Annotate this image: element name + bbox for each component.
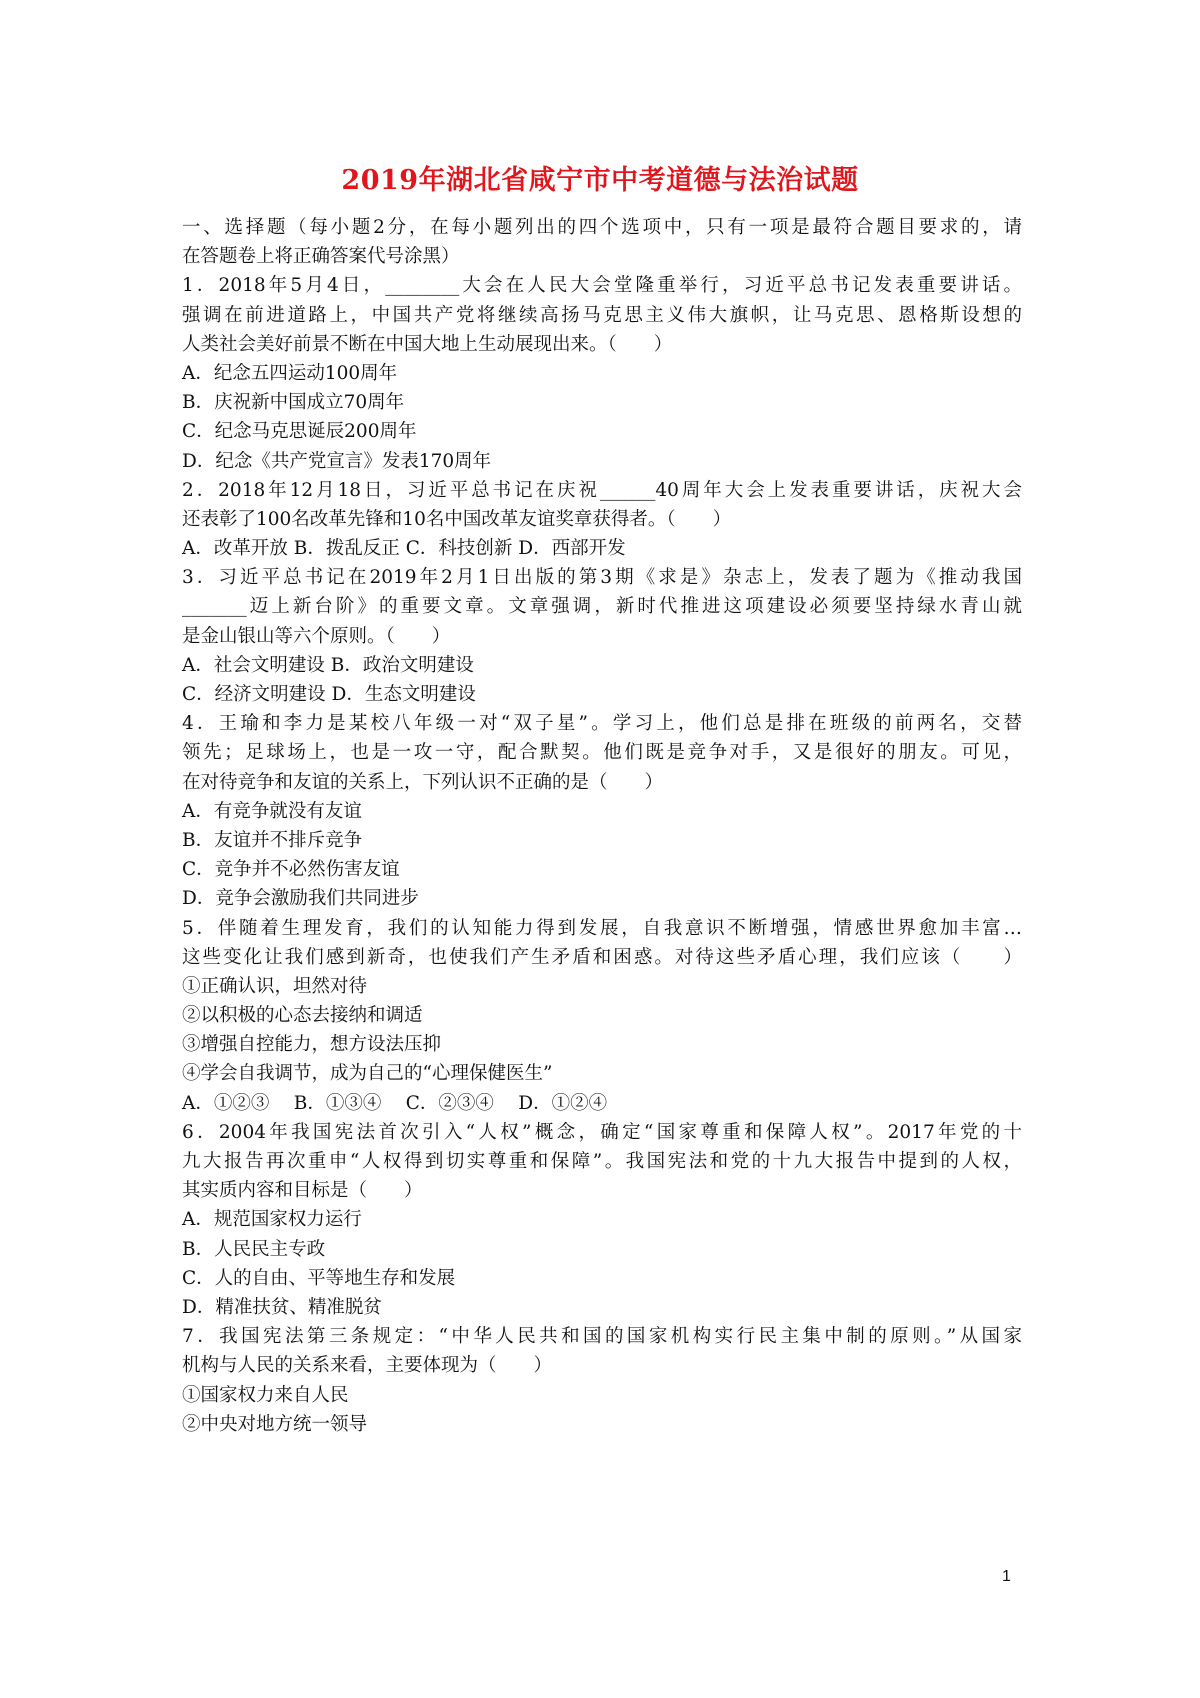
text-line: 机构与人民的关系来看，主要体现为（ ） [182, 1355, 553, 1377]
text-line: D．纪念《共产党宣言》发表170周年 [182, 450, 492, 472]
text-line: ③增强自控能力，想方设法压抑 [182, 1034, 442, 1056]
text-line: 领先；足球场上，也是一攻一守，配合默契。他们既是竞争对手，又是很好的朋友。可见， [182, 742, 1022, 764]
text-line: A．纪念五四运动100周年 [182, 362, 398, 384]
text-line: 这些变化让我们感到新奇，也使我们产生矛盾和困惑。对待这些矛盾心理，我们应该（ ） [182, 946, 1022, 968]
text-line: ②以积极的心态去接纳和调适 [182, 1005, 423, 1027]
exam-body [182, 213, 1022, 1439]
text-line: B．人民民主专政 [182, 1238, 326, 1260]
text-line: 九大报告再次重申“人权得到切实尊重和保障”。我国宪法和党的十九大报告中提到的人权， [182, 1151, 1022, 1172]
text-line: A．有竞争就没有友谊 [182, 800, 362, 822]
text-line: 7．我国宪法第三条规定：“中华人民共和国的国家机构实行民主集中制的原则。”从国家 [182, 1326, 1022, 1348]
text-line: 在答题卷上将正确答案代号涂黑） [182, 246, 460, 268]
text-line: D．竞争会激励我们共同进步 [182, 888, 419, 910]
text-line: C．人的自由、平等地生存和发展 [182, 1267, 456, 1289]
text-line: 5．伴随着生理发育，我们的认知能力得到发展，自我意识不断增强，情感世界愈加丰富… [182, 917, 1022, 939]
text-line: 在对待竞争和友谊的关系上，下列认识不正确的是（ ） [182, 771, 664, 793]
text-line: D．精准扶贫、精准脱贫 [182, 1296, 382, 1318]
text-line: ①国家权力来自人民 [182, 1384, 349, 1406]
text-line: C．纪念马克思诞辰200周年 [182, 421, 417, 443]
text-line: B．庆祝新中国成立70周年 [182, 392, 405, 414]
page-title: 2019年湖北省咸宁市中考道德与法治试题 [341, 165, 859, 196]
text-line: 4．王瑜和李力是某校八年级一对“双子星”。学习上，他们总是排在班级的前两名，交替 [182, 713, 1022, 735]
text-line: C．经济文明建设 D．生态文明建设 [182, 684, 476, 705]
text-line: 3．习近平总书记在2019年2月1日出版的第3期《求是》杂志上，发表了题为《推动我国 [182, 567, 1022, 589]
text-line: ②中央对地方统一领导 [182, 1413, 368, 1435]
text-line: 其实质内容和目标是（ ） [182, 1180, 423, 1202]
text-line: 强调在前进道路上，中国共产党将继续高扬马克思主义伟大旗帜，让马克思、恩格斯设想的 [182, 304, 1022, 326]
text-line: 1．2018年5月4日，________大会在人民大会堂隆重举行，习近平总书记发表重要讲话。 [182, 275, 1022, 297]
page-number: 1 [1002, 1568, 1011, 1585]
text-line: 一、选择题（每小题2分，在每小题列出的四个选项中，只有一项是最符合题目要求的，请 [182, 217, 1022, 238]
text-line: 还表彰了100名改革先锋和10名中国改革友谊奖章获得者。（ ） [182, 508, 732, 530]
text-line: B．友谊并不排斥竞争 [182, 829, 363, 851]
text-line: 2．2018年12月18日，习近平总书记在庆祝______40周年大会上发表重要讲话，庆祝大会 [182, 479, 1022, 501]
text-line: 人类社会美好前景不断在中国大地上生动展现出来。（ ） [182, 333, 673, 355]
text-line: _______迈上新台阶》的重要文章。文章强调，新时代推进这项建设必须要坚持绿水青山就 [182, 596, 1022, 618]
text-line: ④学会自我调节，成为自己的“心理保健医生” [182, 1063, 553, 1085]
text-line: 是金山银山等六个原则。（ ） [182, 625, 451, 647]
text-line: C．竞争并不必然伤害友谊 [182, 859, 400, 881]
text-line: A．①②③ B．①③④ C．②③④ D．①②④ [182, 1092, 608, 1114]
text-line: 6．2004年我国宪法首次引入“人权”概念，确定“国家尊重和保障人权”。2017年党的十 [182, 1121, 1022, 1143]
text-line: A．改革开放 B．拨乱反正 C．科技创新 D．西部开发 [182, 538, 626, 560]
text-line: ①正确认识，坦然对待 [182, 975, 368, 997]
text-line: A．规范国家权力运行 [182, 1209, 362, 1231]
text-line: A．社会文明建设 B．政治文明建设 [182, 654, 474, 676]
